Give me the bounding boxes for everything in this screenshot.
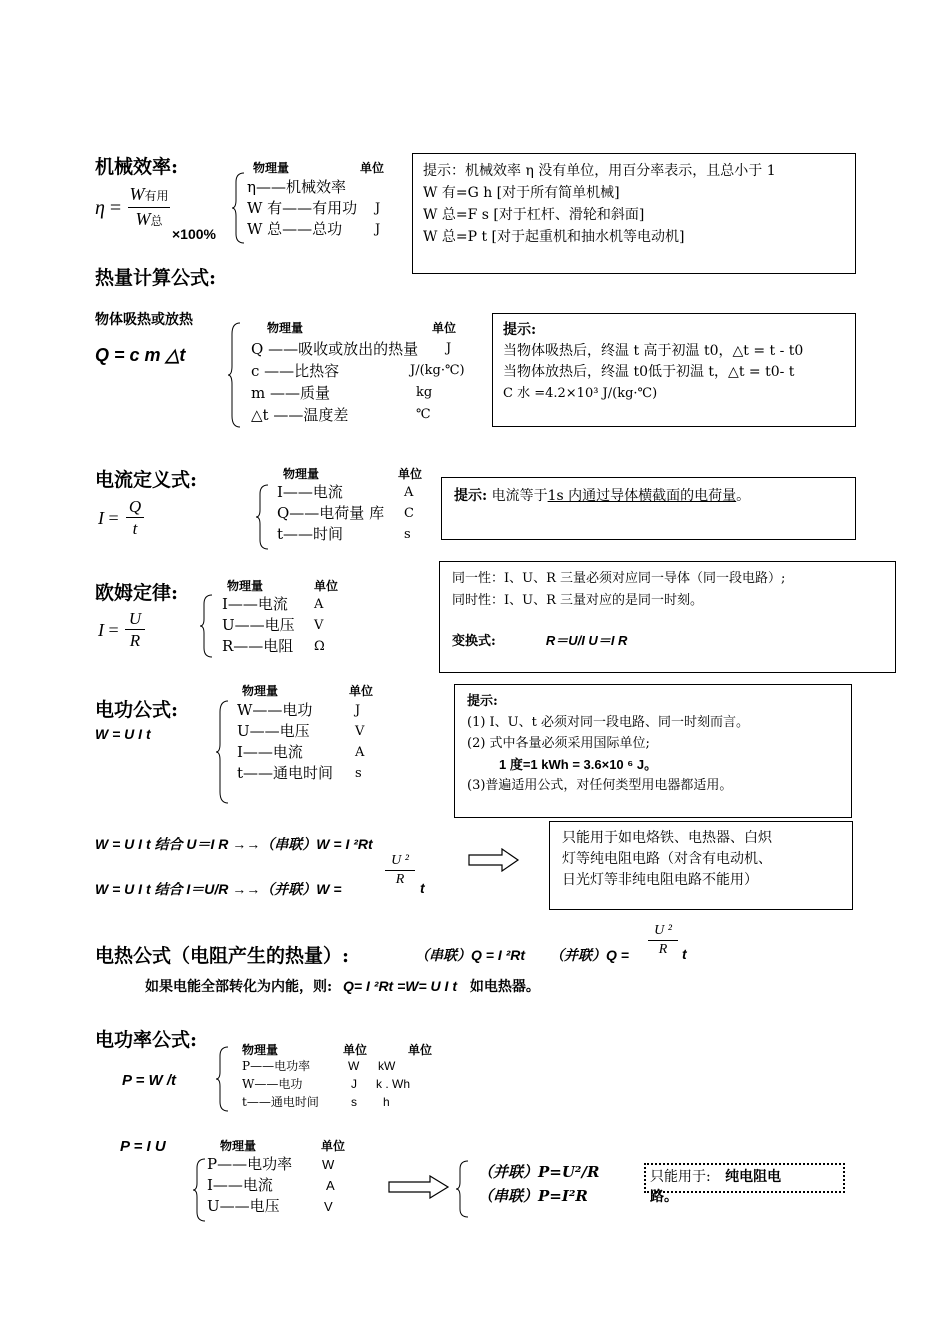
tip-line: 同时性：I、U、R 三量对应的是同一时刻。 bbox=[452, 593, 704, 608]
tip-box-current bbox=[441, 477, 856, 540]
list-item: C bbox=[404, 506, 414, 521]
note-text: 只能用于: bbox=[650, 1169, 711, 1185]
list-item: V bbox=[314, 618, 324, 633]
sec2-unit-list bbox=[410, 338, 465, 426]
list-item: U——电压 bbox=[222, 616, 295, 634]
list-item: A bbox=[326, 1178, 335, 1193]
fraction-numerator: Q bbox=[128, 497, 142, 516]
heading-electric-work: 电功公式: bbox=[95, 699, 179, 721]
brace-icon bbox=[200, 594, 214, 658]
heat-formula: Q = c m △t bbox=[95, 345, 186, 365]
tip-line: 提示：机械效率 η 没有单位，用百分率表示，且总小于 1 bbox=[423, 163, 776, 179]
list-item: k . Wh bbox=[376, 1077, 411, 1091]
list-item: V bbox=[355, 724, 365, 739]
brace-icon bbox=[232, 172, 246, 244]
brace-icon bbox=[228, 322, 242, 428]
note-line: 日光灯等非纯电阻电路不能用） bbox=[562, 872, 758, 888]
power-results bbox=[478, 1160, 599, 1208]
power-formula-1: P = W /t bbox=[122, 1072, 177, 1089]
heading-electric-power: 电功率公式: bbox=[95, 1029, 198, 1051]
list-item: m ——质量 bbox=[251, 384, 330, 402]
fraction-numerator: U ² bbox=[654, 923, 672, 938]
sec3-quantity-header: 物理量 bbox=[283, 467, 320, 481]
sec8-quantity-list-2 bbox=[207, 1154, 292, 1217]
note-line: 灯等纯电阻电路（对含有电动机、 bbox=[562, 851, 772, 867]
fraction-denominator: R bbox=[658, 942, 668, 957]
sec4-unit-list bbox=[314, 594, 325, 657]
sec2-unit-header: 单位 bbox=[432, 321, 457, 335]
list-item: h bbox=[383, 1095, 390, 1109]
work-parallel-fraction bbox=[385, 852, 415, 889]
fraction-denominator: R bbox=[129, 631, 141, 650]
work-parallel-t: t bbox=[420, 880, 425, 896]
tip-underlined: 1s 内通过导体横截面的电荷量 bbox=[547, 488, 737, 504]
sec2-quantity-list bbox=[251, 338, 418, 426]
sec8-unit-header-1: 单位 bbox=[343, 1043, 368, 1057]
heading-joule-heat: 电热公式（电阻产生的热量）: bbox=[95, 945, 350, 967]
list-item: J bbox=[355, 703, 361, 718]
sec5-quantity-header: 物理量 bbox=[242, 684, 279, 698]
tip-line: 同一性：I、U、R 三量必须对应同一导体（同一段电路）; bbox=[452, 571, 786, 586]
list-item: U——电压 bbox=[237, 722, 310, 740]
sec1-unit-header: 单位 bbox=[360, 161, 385, 175]
tip-line: 1 度=1 kWh = 3.6×10 ⁶ J。 bbox=[499, 757, 658, 772]
tip-line: W 有=G h [对于所有简单机械] bbox=[423, 185, 620, 201]
list-item: P——电功率 bbox=[207, 1155, 293, 1173]
sec8-unit-list-1a bbox=[348, 1057, 359, 1111]
fraction-denominator: W总 bbox=[135, 209, 163, 229]
fraction-numerator: U bbox=[128, 609, 142, 628]
sec8-unit-header-3: 单位 bbox=[321, 1139, 346, 1153]
heat-parallel-formula: （并联）Q = bbox=[550, 947, 629, 963]
power-parallel-result: （并联）P=U²/R bbox=[478, 1163, 600, 1181]
sec3-unit-header: 单位 bbox=[398, 467, 423, 481]
current-lhs: I = bbox=[98, 508, 119, 528]
list-item: s bbox=[404, 527, 411, 542]
power-formula-2: P = I U bbox=[120, 1138, 166, 1155]
right-arrow-icon bbox=[388, 1175, 450, 1199]
list-item: △t ——温度差 bbox=[251, 406, 349, 424]
list-item: I——电流 bbox=[207, 1176, 273, 1194]
heading-mechanical-efficiency: 机械效率: bbox=[95, 156, 179, 178]
list-item: J bbox=[351, 1077, 357, 1091]
sec3-unit-list bbox=[404, 482, 414, 545]
sec5-quantity-list bbox=[237, 700, 333, 784]
sec4-quantity-header: 物理量 bbox=[227, 579, 264, 593]
tip-line: (1) I、U、t 必须对同一段电路、同一时刻而言。 bbox=[467, 715, 749, 730]
fraction-denominator: t bbox=[132, 519, 138, 538]
list-item: Q ——吸收或放出的热量 bbox=[251, 340, 419, 358]
sec4-quantity-list bbox=[222, 594, 295, 657]
list-item bbox=[375, 177, 380, 198]
note-box-pure-resistance bbox=[549, 821, 853, 910]
tip-line: 当物体吸热后，终温 t 高于初温 t0，△t = t - t0 bbox=[503, 343, 804, 359]
list-item: A bbox=[355, 745, 365, 760]
sec3-quantity-list bbox=[277, 482, 384, 545]
sec8-unit-list-1b bbox=[378, 1057, 410, 1111]
sec8-unit-header-2: 单位 bbox=[408, 1043, 433, 1057]
sec5-unit-list bbox=[355, 700, 364, 784]
list-item: I——电流 bbox=[222, 595, 288, 613]
brace-icon bbox=[193, 1158, 207, 1222]
brace-icon bbox=[456, 1160, 470, 1218]
power-series-result: （串联）P=I²R bbox=[478, 1187, 588, 1205]
eta-symbol: η = bbox=[95, 197, 122, 219]
sec1-quantity-list bbox=[247, 177, 357, 240]
list-item: J bbox=[446, 341, 452, 356]
heat-parallel-t: t bbox=[682, 946, 687, 962]
fraction-numerator: U ² bbox=[391, 853, 409, 868]
work-formula: W = U I t bbox=[95, 726, 151, 742]
ohm-lhs: I = bbox=[98, 620, 119, 640]
list-item: W bbox=[322, 1157, 335, 1172]
note-text-end: 路。 bbox=[650, 1189, 678, 1205]
tip-line: W 总=P t [对于起重机和抽水机等电动机] bbox=[423, 229, 685, 245]
list-item: Q——电荷量 库 bbox=[277, 504, 385, 522]
sec1-quantity-header: 物理量 bbox=[253, 161, 290, 175]
brace-icon bbox=[256, 484, 270, 550]
list-item: t——通电时间 bbox=[237, 764, 334, 782]
right-arrow-icon bbox=[468, 848, 520, 872]
subheading-absorb-release: 物体吸热或放热 bbox=[95, 312, 193, 328]
list-item: c ——比热容 bbox=[251, 362, 340, 380]
list-item: V bbox=[324, 1199, 333, 1214]
sec8-quantity-list-1 bbox=[242, 1057, 319, 1111]
tip-end: 。 bbox=[736, 488, 751, 504]
list-item: U——电压 bbox=[207, 1197, 280, 1215]
tip-line: W 总=F s [对于杠杆、滑轮和斜面] bbox=[423, 207, 645, 223]
tip-line: C 水 =4.2×10³ J/(kg·℃) bbox=[503, 386, 658, 401]
note-box-pure-resistance-only bbox=[644, 1163, 845, 1205]
tip-line: 提示: bbox=[503, 322, 537, 338]
tip-box-ohm bbox=[439, 561, 896, 673]
list-item: s bbox=[355, 766, 362, 781]
heading-heat-formula: 热量计算公式: bbox=[95, 267, 217, 289]
list-item: A bbox=[404, 485, 414, 500]
tip-line: 变换式: R＝U/I U＝I R bbox=[452, 633, 628, 649]
heat-parallel-fraction bbox=[648, 922, 678, 959]
list-item: kW bbox=[378, 1059, 396, 1073]
tip-box-work bbox=[454, 684, 852, 818]
sec1-unit-list bbox=[375, 177, 380, 240]
tip-line: (2) 式中各量必须采用国际单位; bbox=[467, 736, 650, 751]
sec5-unit-header: 单位 bbox=[349, 684, 374, 698]
tip-label: 提示: bbox=[454, 488, 488, 504]
brace-icon bbox=[216, 1046, 230, 1112]
note-line: 只能用于如电烙铁、电热器、白炽 bbox=[562, 830, 772, 846]
list-item: J bbox=[375, 222, 381, 237]
fraction-numerator: W有用 bbox=[129, 184, 169, 204]
tip-line: (3)普遍适用公式，对任何类型用电器都适用。 bbox=[467, 778, 733, 793]
list-item: J/(kg·℃) bbox=[410, 363, 465, 378]
note-text-bold: 纯电阻电 bbox=[725, 1169, 782, 1185]
list-item: W 有——有用功 bbox=[247, 199, 358, 217]
list-item: W bbox=[348, 1059, 360, 1073]
sec8-quantity-header-2: 物理量 bbox=[220, 1139, 257, 1153]
tip-text: 电流等于 bbox=[491, 488, 548, 504]
times-100-percent: ×100% bbox=[172, 226, 216, 242]
list-item: t——时间 bbox=[277, 525, 344, 543]
heat-series-formula: （串联）Q = I ²Rt bbox=[415, 947, 526, 963]
work-series-formula: W = U I t 结合 U＝I R →→（串联）W = I ²Rt bbox=[95, 836, 373, 852]
tip-line: 当物体放热后，终温 t0低于初温 t，△t = t0- t bbox=[503, 364, 795, 380]
heading-ohms-law: 欧姆定律: bbox=[95, 582, 179, 604]
list-item: W——电功 bbox=[237, 701, 313, 719]
heat-conversion-note: 如果电能全部转化为内能，则: Q= I ²Rt =W= U I t 如电热器。 bbox=[145, 978, 540, 995]
brace-icon bbox=[216, 700, 230, 804]
list-item: W——电功 bbox=[242, 1077, 303, 1091]
work-parallel-formula: W = U I t 结合 I＝U/R →→（并联）W = bbox=[95, 881, 342, 897]
sec8-quantity-header: 物理量 bbox=[242, 1043, 279, 1057]
list-item: η——机械效率 bbox=[247, 178, 346, 196]
tip-line: 提示: bbox=[467, 694, 498, 709]
list-item: J bbox=[375, 201, 381, 216]
list-item: t——通电时间 bbox=[242, 1095, 319, 1109]
list-item: I——电流 bbox=[237, 743, 303, 761]
ohm-fraction bbox=[125, 608, 145, 651]
fraction-denominator: R bbox=[395, 872, 405, 887]
list-item: kg bbox=[416, 385, 433, 400]
efficiency-fraction bbox=[128, 183, 170, 232]
list-item: R——电阻 bbox=[222, 637, 294, 655]
list-item: Ω bbox=[314, 639, 325, 654]
current-fraction bbox=[126, 496, 144, 539]
list-item: P——电功率 bbox=[242, 1059, 311, 1073]
sec8-unit-list-2 bbox=[322, 1154, 335, 1217]
tip-box-efficiency bbox=[412, 153, 856, 274]
sec4-unit-header: 单位 bbox=[314, 579, 339, 593]
list-item: s bbox=[351, 1095, 357, 1109]
tip-box-heat bbox=[492, 313, 856, 427]
list-item: A bbox=[314, 597, 324, 612]
list-item: W 总——总功 bbox=[247, 220, 343, 238]
sec2-quantity-header: 物理量 bbox=[267, 321, 304, 335]
heading-current-definition: 电流定义式: bbox=[95, 469, 198, 491]
list-item: ℃ bbox=[416, 407, 431, 422]
list-item: I——电流 bbox=[277, 483, 343, 501]
